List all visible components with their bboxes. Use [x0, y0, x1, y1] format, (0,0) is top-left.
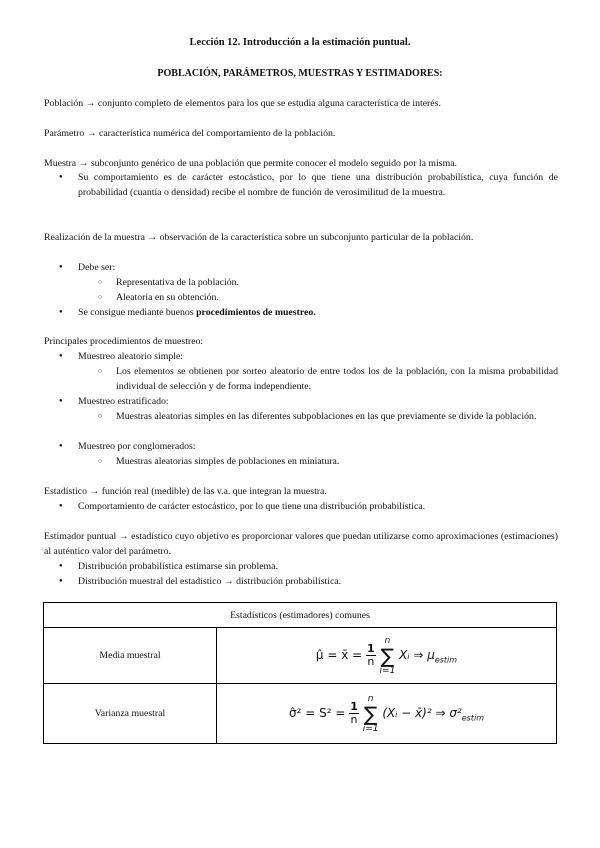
subitem-text: ○ Los elementos se obtienen por sorteo aleatorio de entre todos los de la población, con la misma probabilidad individual de selección y de forma independiente. — [116, 366, 558, 392]
realizacion-text: observación de la característica sobre un subconjunto particular de la población. — [159, 232, 474, 243]
mean-formula: μ̂ = x̄ = $\frac{1}{n}$ n ∑ i=1 Xᵢ ⇒ $\mu_{estim}$ — [315, 635, 458, 676]
estadistico-term: Estadístico — [44, 486, 87, 497]
debe-ser-text: ● Debe ser: — [78, 262, 116, 273]
formula-cell — [217, 684, 557, 744]
list-subitem — [104, 275, 558, 290]
list-subitem — [104, 290, 558, 305]
arrow-glyph: → — [89, 486, 100, 497]
table-row — [44, 628, 557, 684]
muestra-bullet-text: ● Su comportamiento es de carácter estocástico, por lo que tiene una distribución probabilística, cuya función de probabilidad (cuantía o densidad) recibe el nombre de función de verosimilitud de la muestra. — [78, 172, 558, 198]
consigue-text: ● Se consigue mediante buenos procedimientos de muestreo. — [78, 307, 316, 318]
procedure-label: ● Muestreo por conglomerados: — [78, 441, 196, 452]
emphasis-text: procedimientos de muestreo. — [196, 307, 316, 318]
page-title: Lección 12. Introducción a la estimación puntual. — [189, 37, 411, 48]
arrow-glyph: → — [78, 158, 89, 169]
list-subitem — [104, 454, 558, 469]
table-header: Estadísticos (estimadores) comunes — [44, 603, 557, 628]
formula-cell — [217, 628, 557, 684]
procedimientos-heading: Principales procedimientos de muestreo: — [44, 336, 204, 347]
list-item — [70, 559, 558, 574]
muestra-term: Muestra — [44, 158, 77, 169]
list-item — [70, 394, 558, 409]
list-item — [70, 574, 558, 589]
subitem-text: ○ Aleatoria en su obtención. — [116, 292, 219, 303]
estadistico-text: función real (medible) de las v.a. que integran la muestra. — [101, 486, 327, 497]
row-label: Varianza muestral — [44, 684, 217, 744]
poblacion-term: Población — [44, 98, 84, 109]
realizacion-definition — [44, 230, 558, 245]
parametro-term: Parámetro — [44, 128, 85, 139]
sum-symbol: n ∑ i=1 — [362, 693, 379, 734]
estimador-definition — [44, 529, 558, 559]
list-item — [70, 439, 558, 454]
poblacion-definition — [44, 96, 558, 111]
subitem-text: ○ Representativa de la población. — [116, 277, 239, 288]
table-header-row — [44, 603, 557, 628]
procedure-label: ● Muestreo estratificado: — [78, 396, 169, 407]
sum-symbol: n ∑ i=1 — [379, 635, 396, 676]
list-item — [70, 499, 558, 514]
list-subitem — [104, 364, 558, 394]
estadistico-bullet-text: ● Comportamiento de carácter estocástico, por lo que tiene una distribución probabilística. — [78, 501, 426, 512]
variance-formula: σ̂² = S² = $\frac{1}{n}$ n ∑ i=1 (Xᵢ − x̄)² ⇒ $\sigma^2_{estim}$ — [288, 693, 484, 734]
arrow-glyph: → — [85, 98, 96, 109]
list-item — [70, 349, 558, 364]
list-item — [70, 260, 558, 275]
estimador-term: Estimador puntual — [44, 531, 117, 542]
table-row — [44, 684, 557, 744]
row-label: Media muestral — [44, 628, 217, 684]
subitem-text: ○ Muestras aleatorias simples en las diferentes subpoblaciones en las que previamente se divide la población. — [116, 411, 537, 422]
estadistico-definition — [44, 484, 558, 499]
poblacion-text: conjunto completo de elementos para los que se estudia alguna característica de interés. — [97, 98, 441, 109]
subitem-text: ○ Muestras aleatorias simples de poblaciones en miniatura. — [116, 456, 340, 467]
muestra-text: subconjunto genérico de una población que permite conocer el modelo seguido por la misma. — [90, 158, 457, 169]
muestra-definition — [44, 156, 558, 171]
list-subitem — [104, 409, 558, 424]
estimador-text: estadístico cuyo objetivo es proporcionar valores que puedan utilizarse como aproximaciones (estimaciones) al auténtico valor del parámetro. — [44, 531, 559, 557]
parametro-text: característica numérica del comportamiento de la población. — [98, 128, 336, 139]
estimador-bullet-text: ● Distribución muestral del estadístico → distribución probabilística. — [78, 576, 342, 587]
estimador-bullet-text: ● Distribución probabilística estimarse sin problema. — [78, 561, 278, 572]
procedure-label: ● Muestreo aleatorio simple: — [78, 351, 184, 362]
parametro-definition — [44, 126, 558, 141]
list-item — [70, 305, 558, 320]
realizacion-term: Realización de la muestra — [44, 232, 145, 243]
estimators-table — [43, 602, 557, 744]
arrow-glyph: → — [118, 531, 129, 542]
arrow-glyph: → — [147, 232, 158, 243]
list-item — [70, 170, 558, 200]
arrow-glyph: → — [86, 128, 97, 139]
section-heading: POBLACIÓN, PARÁMETROS, MUESTRAS Y ESTIMADORES: — [157, 68, 443, 79]
